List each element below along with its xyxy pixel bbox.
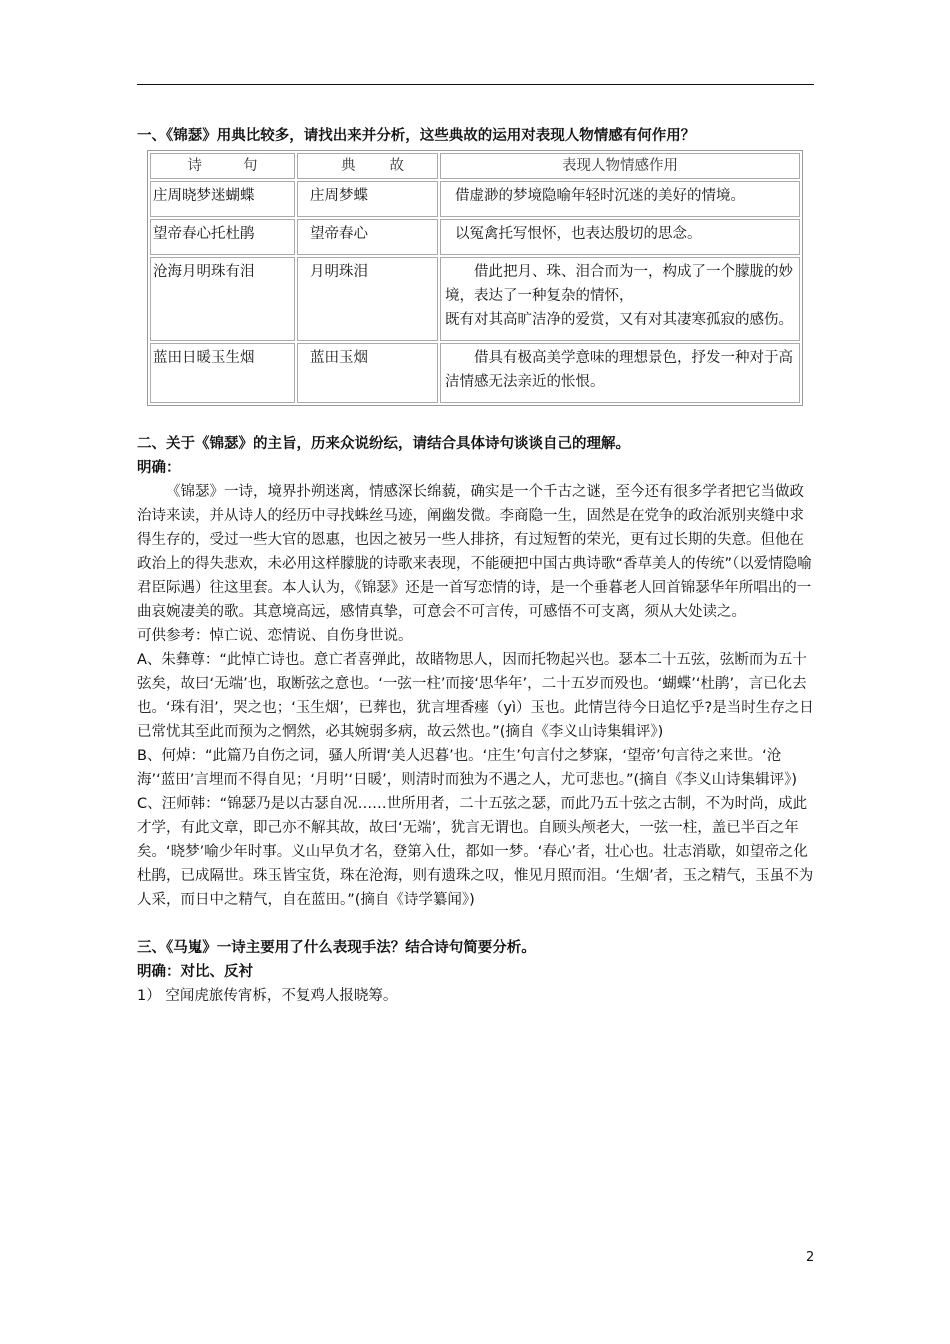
cell-allusion: 蓝田玉烟 bbox=[297, 343, 438, 403]
answer-label: 明确： bbox=[137, 460, 181, 476]
table-row bbox=[150, 257, 800, 341]
table-row bbox=[150, 219, 800, 255]
table-row bbox=[150, 181, 800, 217]
question-3-title: 三、《马嵬》一诗主要用了什么表现手法？结合诗句简要分析。 bbox=[137, 940, 536, 956]
cell-allusion: 月明珠泪 bbox=[297, 257, 438, 341]
table-row bbox=[150, 343, 800, 403]
cell-effect-line: 借此把月、珠、泪合而为一，构成了一个朦胧的妙境，表达了一种复杂的情怀， bbox=[445, 264, 793, 304]
reference-line: 可供参考：悼亡说、恋情说、自伤身世说。 bbox=[137, 628, 413, 644]
cell-effect bbox=[440, 343, 800, 403]
cell-verse: 沧海月明珠有泪 bbox=[150, 257, 295, 341]
cell-effect bbox=[440, 257, 800, 341]
cell-effect: 以冤禽托写恨怀，也表达殷切的思念。 bbox=[440, 219, 800, 255]
cell-allusion: 庄周梦蝶 bbox=[297, 181, 438, 217]
cell-effect-line: 既有对其高旷洁净的爱赏，又有对其凄寒孤寂的感伤。 bbox=[445, 312, 793, 328]
header-effect: 表现人物情感作用 bbox=[440, 153, 800, 179]
cell-effect: 借虚渺的梦境隐喻年轻时沉迷的美好的情境。 bbox=[440, 181, 800, 217]
header-rule bbox=[137, 84, 814, 85]
analysis-point-1: 1） 空闻虎旅传宵柝，不复鸡人报晓筹。 bbox=[137, 988, 398, 1004]
cell-effect-line: 借具有极高美学意味的理想景色，抒发一种对于高洁情感无法亲近的怅恨。 bbox=[445, 350, 793, 390]
header-allusion: 典 故 bbox=[297, 153, 438, 179]
cell-verse: 蓝田日暖玉生烟 bbox=[150, 343, 295, 403]
allusion-table bbox=[147, 150, 803, 406]
quote-zhu-yizun: A、朱彝尊：“此悼亡诗也。意亡者喜弹此，故睹物思人，因而托物起兴也。瑟本二十五弦，弦断而为五十弦矣，故曰‘无端’也，取断弦之意也。‘一弦一柱’而接‘思华年’，二十五岁而殁也。‘蝴蝶’‘杜鹃’，言已化去也。‘珠有泪’，哭之也；‘玉生烟’，已葬也，犹言埋香瘗（yì）玉也。此情岂待今日追忆乎?是当时生存之日已常忧其至此而预为之惘然，必其婉弱多病，故云然也。”(摘自《李义山诗集辑评》) bbox=[137, 652, 814, 740]
answer-essay: 《锦瑟》一诗，境界扑朔迷离，情感深长绵藐，确实是一个千古之谜，至今还有很多学者把它当做政治诗来读，并从诗人的经历中寻找蛛丝马迹，阐幽发微。李商隐一生，固然是在党争的政治派别夹缝中求得生存的，受过一些大官的恩惠，也因之被另一些人排挤，有过短暂的荣光，更有过长期的失意。但他在政治上的得失悲欢，未必用这样朦胧的诗歌来表现，不能硬把中国古典诗歌“香草美人的传统”（以爱情隐喻君臣际遇）往这里套。本人认为，《锦瑟》还是一首写恋情的诗，是一个垂暮老人回首锦瑟华年所唱出的一曲哀婉凄美的歌。其意境高远，感情真挚，可意会不可言传，可感悟不可支离，须从大处读之。 bbox=[137, 484, 812, 620]
question-2-title: 二、关于《锦瑟》的主旨，历来众说纷纭，请结合具体诗句谈谈自己的理解。 bbox=[137, 436, 630, 452]
table-header-row bbox=[150, 153, 800, 179]
header-verse: 诗 句 bbox=[150, 153, 295, 179]
cell-verse: 庄周晓梦迷蝴蝶 bbox=[150, 181, 295, 217]
question-1-title: 一、《锦瑟》用典比较多，请找出来并分析，这些典故的运用对表现人物情感有何作用？ bbox=[137, 128, 696, 144]
quote-wang-shihan: C、汪师韩：“锦瑟乃是以古瑟自况……世所用者，二十五弦之瑟，而此乃五十弦之古制，不为时尚，成此才学，有此文章，即己亦不解其故，故曰‘无端’，犹言无谓也。自顾头颅老大，一弦一柱，盖已半百之年矣。‘晓梦’喻少年时事。义山早负才名，登第入仕，都如一梦。‘春心’者，壮心也。壮志消歇，如望帝之化杜鹃，已成隔世。珠玉皆宝货，珠在沧海，则有遗珠之叹，惟见月照而泪。‘生烟’者，玉之精气，玉虽不为人采，而日中之精气，自在蓝田。”(摘自《诗学纂闻》) bbox=[137, 796, 814, 908]
quote-he-zhuo: B、何焯：“此篇乃自伤之词，骚人所谓‘美人迟暮’也。‘庄生’句言付之梦寐，‘望帝’句言待之来世。‘沧海’‘蓝田’言埋而不得自见；‘月明’‘日暖’，则清时而独为不遇之人，尤可悲也。”(摘自《李义山诗集辑评》) bbox=[137, 748, 798, 788]
cell-allusion: 望帝春心 bbox=[297, 219, 438, 255]
answer-technique: 明确：对比、反衬 bbox=[137, 964, 253, 980]
cell-verse: 望帝春心托杜鹃 bbox=[150, 219, 295, 255]
page-number: 2 bbox=[806, 1250, 815, 1265]
page-content bbox=[137, 124, 817, 1008]
